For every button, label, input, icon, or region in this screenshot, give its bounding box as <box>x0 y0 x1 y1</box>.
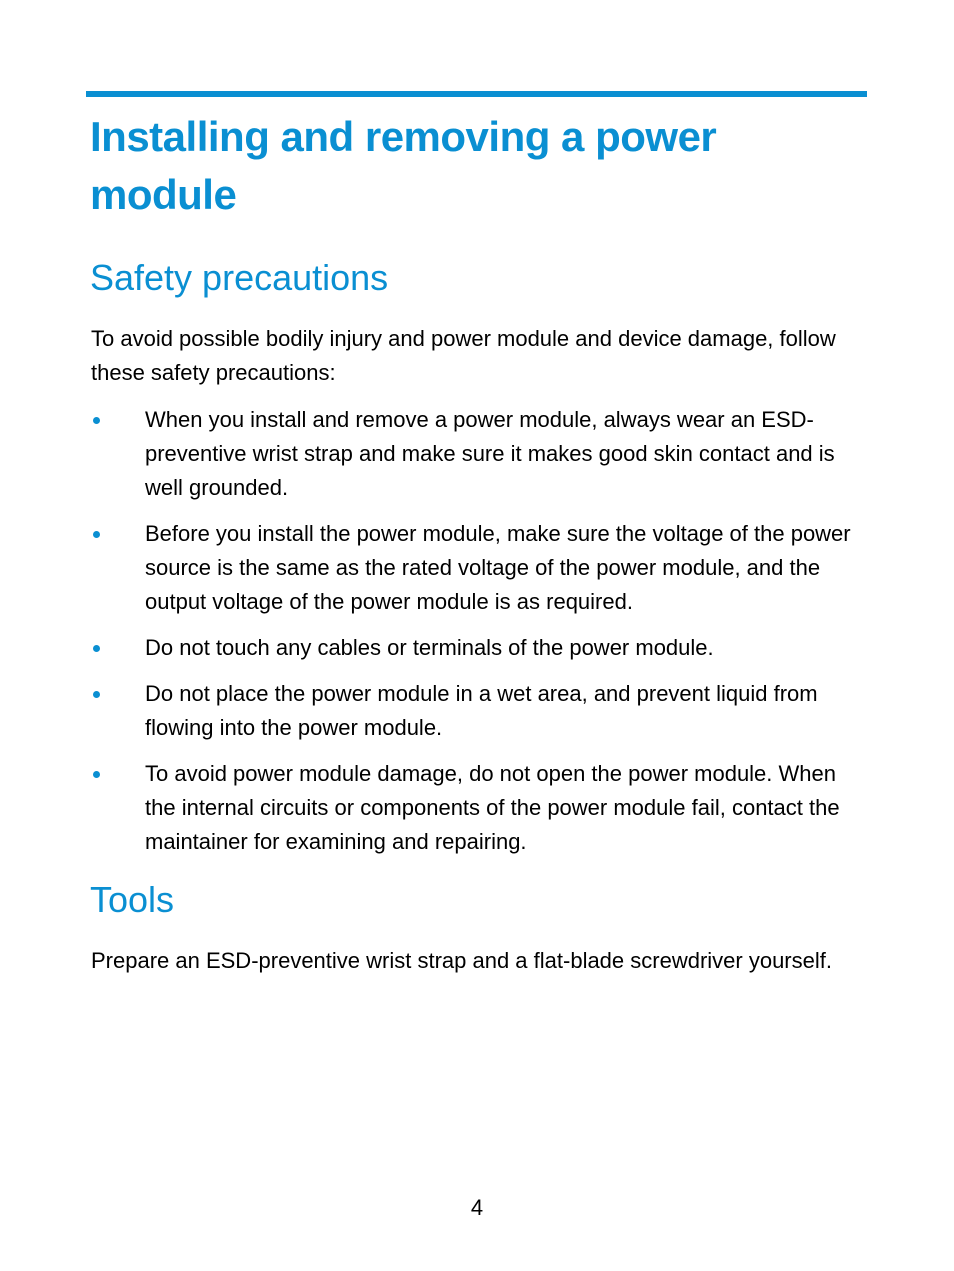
list-item-text: When you install and remove a power module, always wear an ESD-preventive wrist strap and make sure it makes good skin contact and is well grounded. <box>145 407 835 500</box>
section-heading-safety-precautions: Safety precautions <box>90 257 389 298</box>
bullet-dot-icon <box>93 771 100 778</box>
list-item-text: Do not place the power module in a wet area, and prevent liquid from flowing into the power module. <box>145 681 818 740</box>
bullet-dot-icon <box>93 531 100 538</box>
list-item <box>91 757 871 859</box>
section-heading-tools: Tools <box>90 879 175 920</box>
list-item <box>91 517 871 619</box>
safety-precautions-list <box>91 403 871 871</box>
list-item <box>91 677 871 745</box>
safety-intro-paragraph: To avoid possible bodily injury and power module and device damage, follow these safety precautions: <box>91 326 836 385</box>
bullet-dot-icon <box>93 691 100 698</box>
tools-paragraph: Prepare an ESD-preventive wrist strap and a flat-blade screwdriver yourself. <box>91 948 832 973</box>
list-item <box>91 403 871 505</box>
list-item-text: Before you install the power module, make sure the voltage of the power source is the same as the rated voltage of the power module, and the output voltage of the power module is as required. <box>145 521 851 614</box>
list-item-text: To avoid power module damage, do not open the power module. When the internal circuits or components of the power module fail, contact the maintainer for examining and repairing. <box>145 761 840 854</box>
chapter-top-rule <box>86 91 867 97</box>
bullet-dot-icon <box>93 645 100 652</box>
page-number: 4 <box>470 1195 484 1220</box>
chapter-title: Installing and removing a power module <box>90 113 717 218</box>
bullet-dot-icon <box>93 417 100 424</box>
list-item-text: Do not touch any cables or terminals of the power module. <box>145 635 714 660</box>
list-item <box>91 631 871 665</box>
